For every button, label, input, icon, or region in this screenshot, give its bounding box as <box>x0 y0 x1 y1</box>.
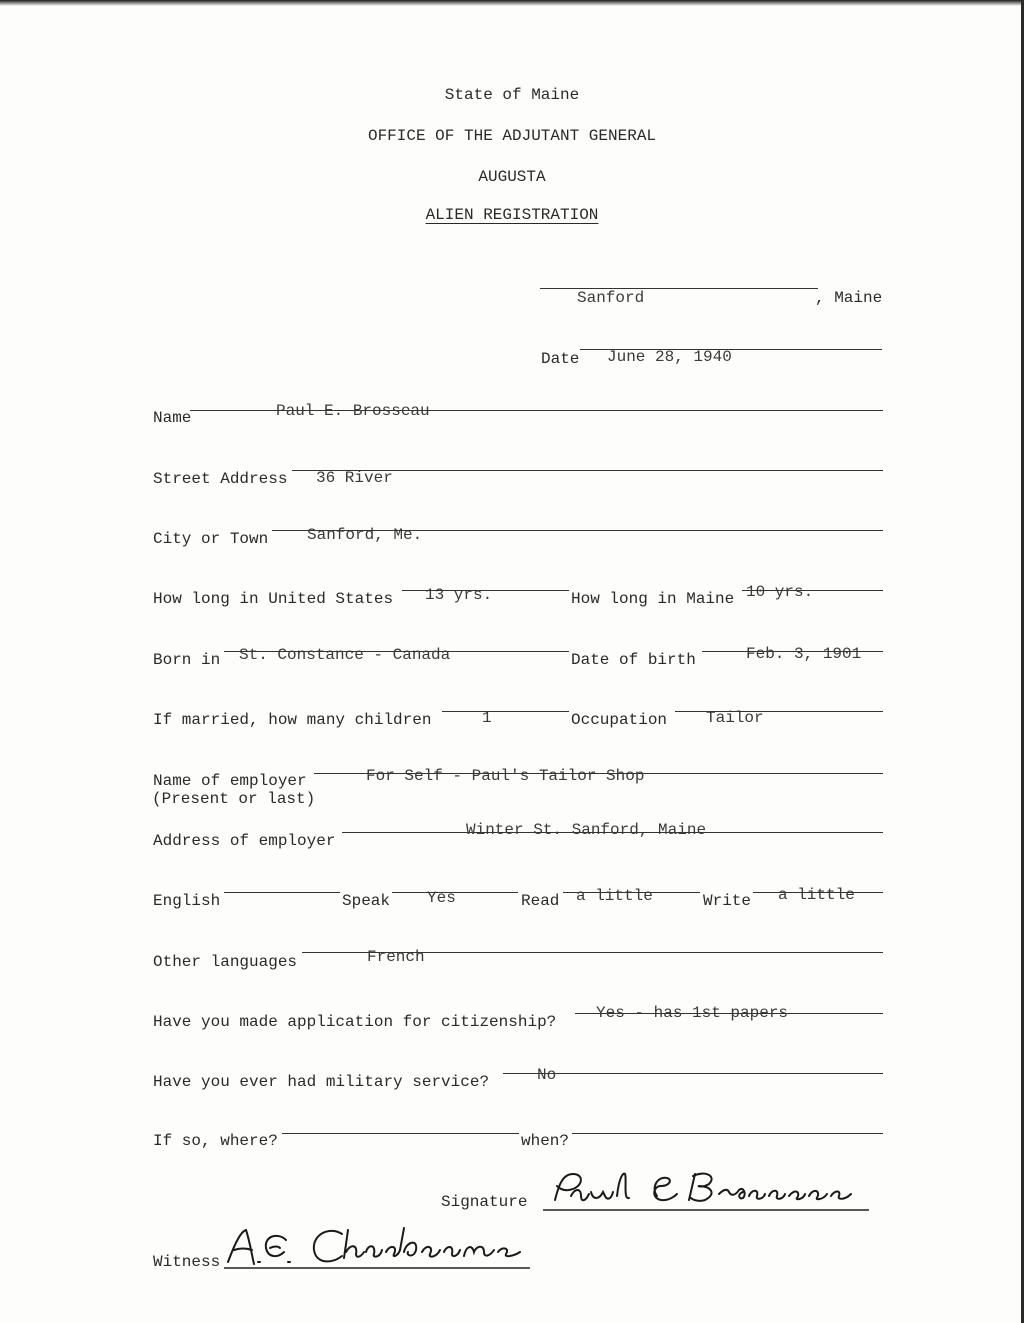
employer-address-label: Address of employer <box>153 832 336 850</box>
read-value: a little <box>576 887 653 905</box>
city-town-value: Sanford, Me. <box>307 526 423 544</box>
born-in-label: Born in <box>153 651 221 669</box>
children-value: 1 <box>482 709 492 727</box>
date-of-birth-value: Feb. 3, 1901 <box>746 645 862 663</box>
employer-name-value: For Self - Paul's Tailor Shop <box>366 767 645 785</box>
military-line <box>503 1073 883 1074</box>
military-value: No <box>537 1066 557 1084</box>
date-of-birth-label: Date of birth <box>571 651 696 669</box>
signature-label: Signature <box>441 1193 528 1211</box>
speak-value: Yes <box>427 889 456 907</box>
place-town-value: Sanford <box>577 289 645 307</box>
date-value: June 28, 1940 <box>607 348 732 366</box>
when-line <box>572 1133 883 1134</box>
city-town-label: City or Town <box>153 530 269 548</box>
place-state-label: , Maine <box>815 289 883 307</box>
how-long-us-value: 13 yrs. <box>425 586 493 604</box>
write-label: Write <box>703 892 752 910</box>
how-long-maine-label: How long in Maine <box>571 590 735 608</box>
write-value: a little <box>778 886 855 904</box>
english-label: English <box>153 892 221 910</box>
other-languages-value: French <box>367 948 425 966</box>
header-office: OFFICE OF THE ADJUTANT GENERAL <box>367 127 657 145</box>
citizenship-value: Yes - has 1st papers <box>596 1004 789 1022</box>
header-city: AUGUSTA <box>478 168 546 186</box>
military-label: Have you ever had military service? <box>153 1073 490 1091</box>
how-long-maine-value: 10 yrs. <box>746 583 814 601</box>
street-address-value: 36 River <box>316 469 393 487</box>
speak-label: Speak <box>342 892 391 910</box>
english-line <box>224 892 340 893</box>
when-label: when? <box>521 1132 570 1150</box>
citizenship-label: Have you made application for citizenship? <box>153 1013 557 1031</box>
occupation-value: Tailor <box>706 709 764 727</box>
born-in-value: St. Constance - Canada <box>239 646 451 664</box>
witness-signature-image <box>222 1222 534 1274</box>
how-long-us-label: How long in United States <box>153 590 394 608</box>
name-value: Paul E. Brosseau <box>276 402 430 420</box>
other-languages-label: Other languages <box>153 953 298 971</box>
employer-name-label: Name of employer <box>153 772 307 790</box>
street-address-label: Street Address <box>153 470 288 488</box>
read-label: Read <box>521 892 560 910</box>
header-state: State of Maine <box>444 86 580 104</box>
date-label: Date <box>541 350 580 368</box>
scan-edge-top <box>0 0 1024 6</box>
signature-image <box>533 1166 889 1218</box>
form-title: ALIEN REGISTRATION <box>425 206 599 224</box>
witness-label: Witness <box>153 1253 221 1271</box>
where-line <box>282 1133 519 1134</box>
occupation-label: Occupation <box>571 711 668 729</box>
children-line <box>442 711 569 712</box>
employer-name-sublabel: (Present or last) <box>152 790 316 808</box>
employer-address-value: Winter St. Sanford, Maine <box>466 821 707 839</box>
children-label: If married, how many children <box>153 711 432 729</box>
where-label: If so, where? <box>153 1132 278 1150</box>
name-label: Name <box>153 409 192 427</box>
